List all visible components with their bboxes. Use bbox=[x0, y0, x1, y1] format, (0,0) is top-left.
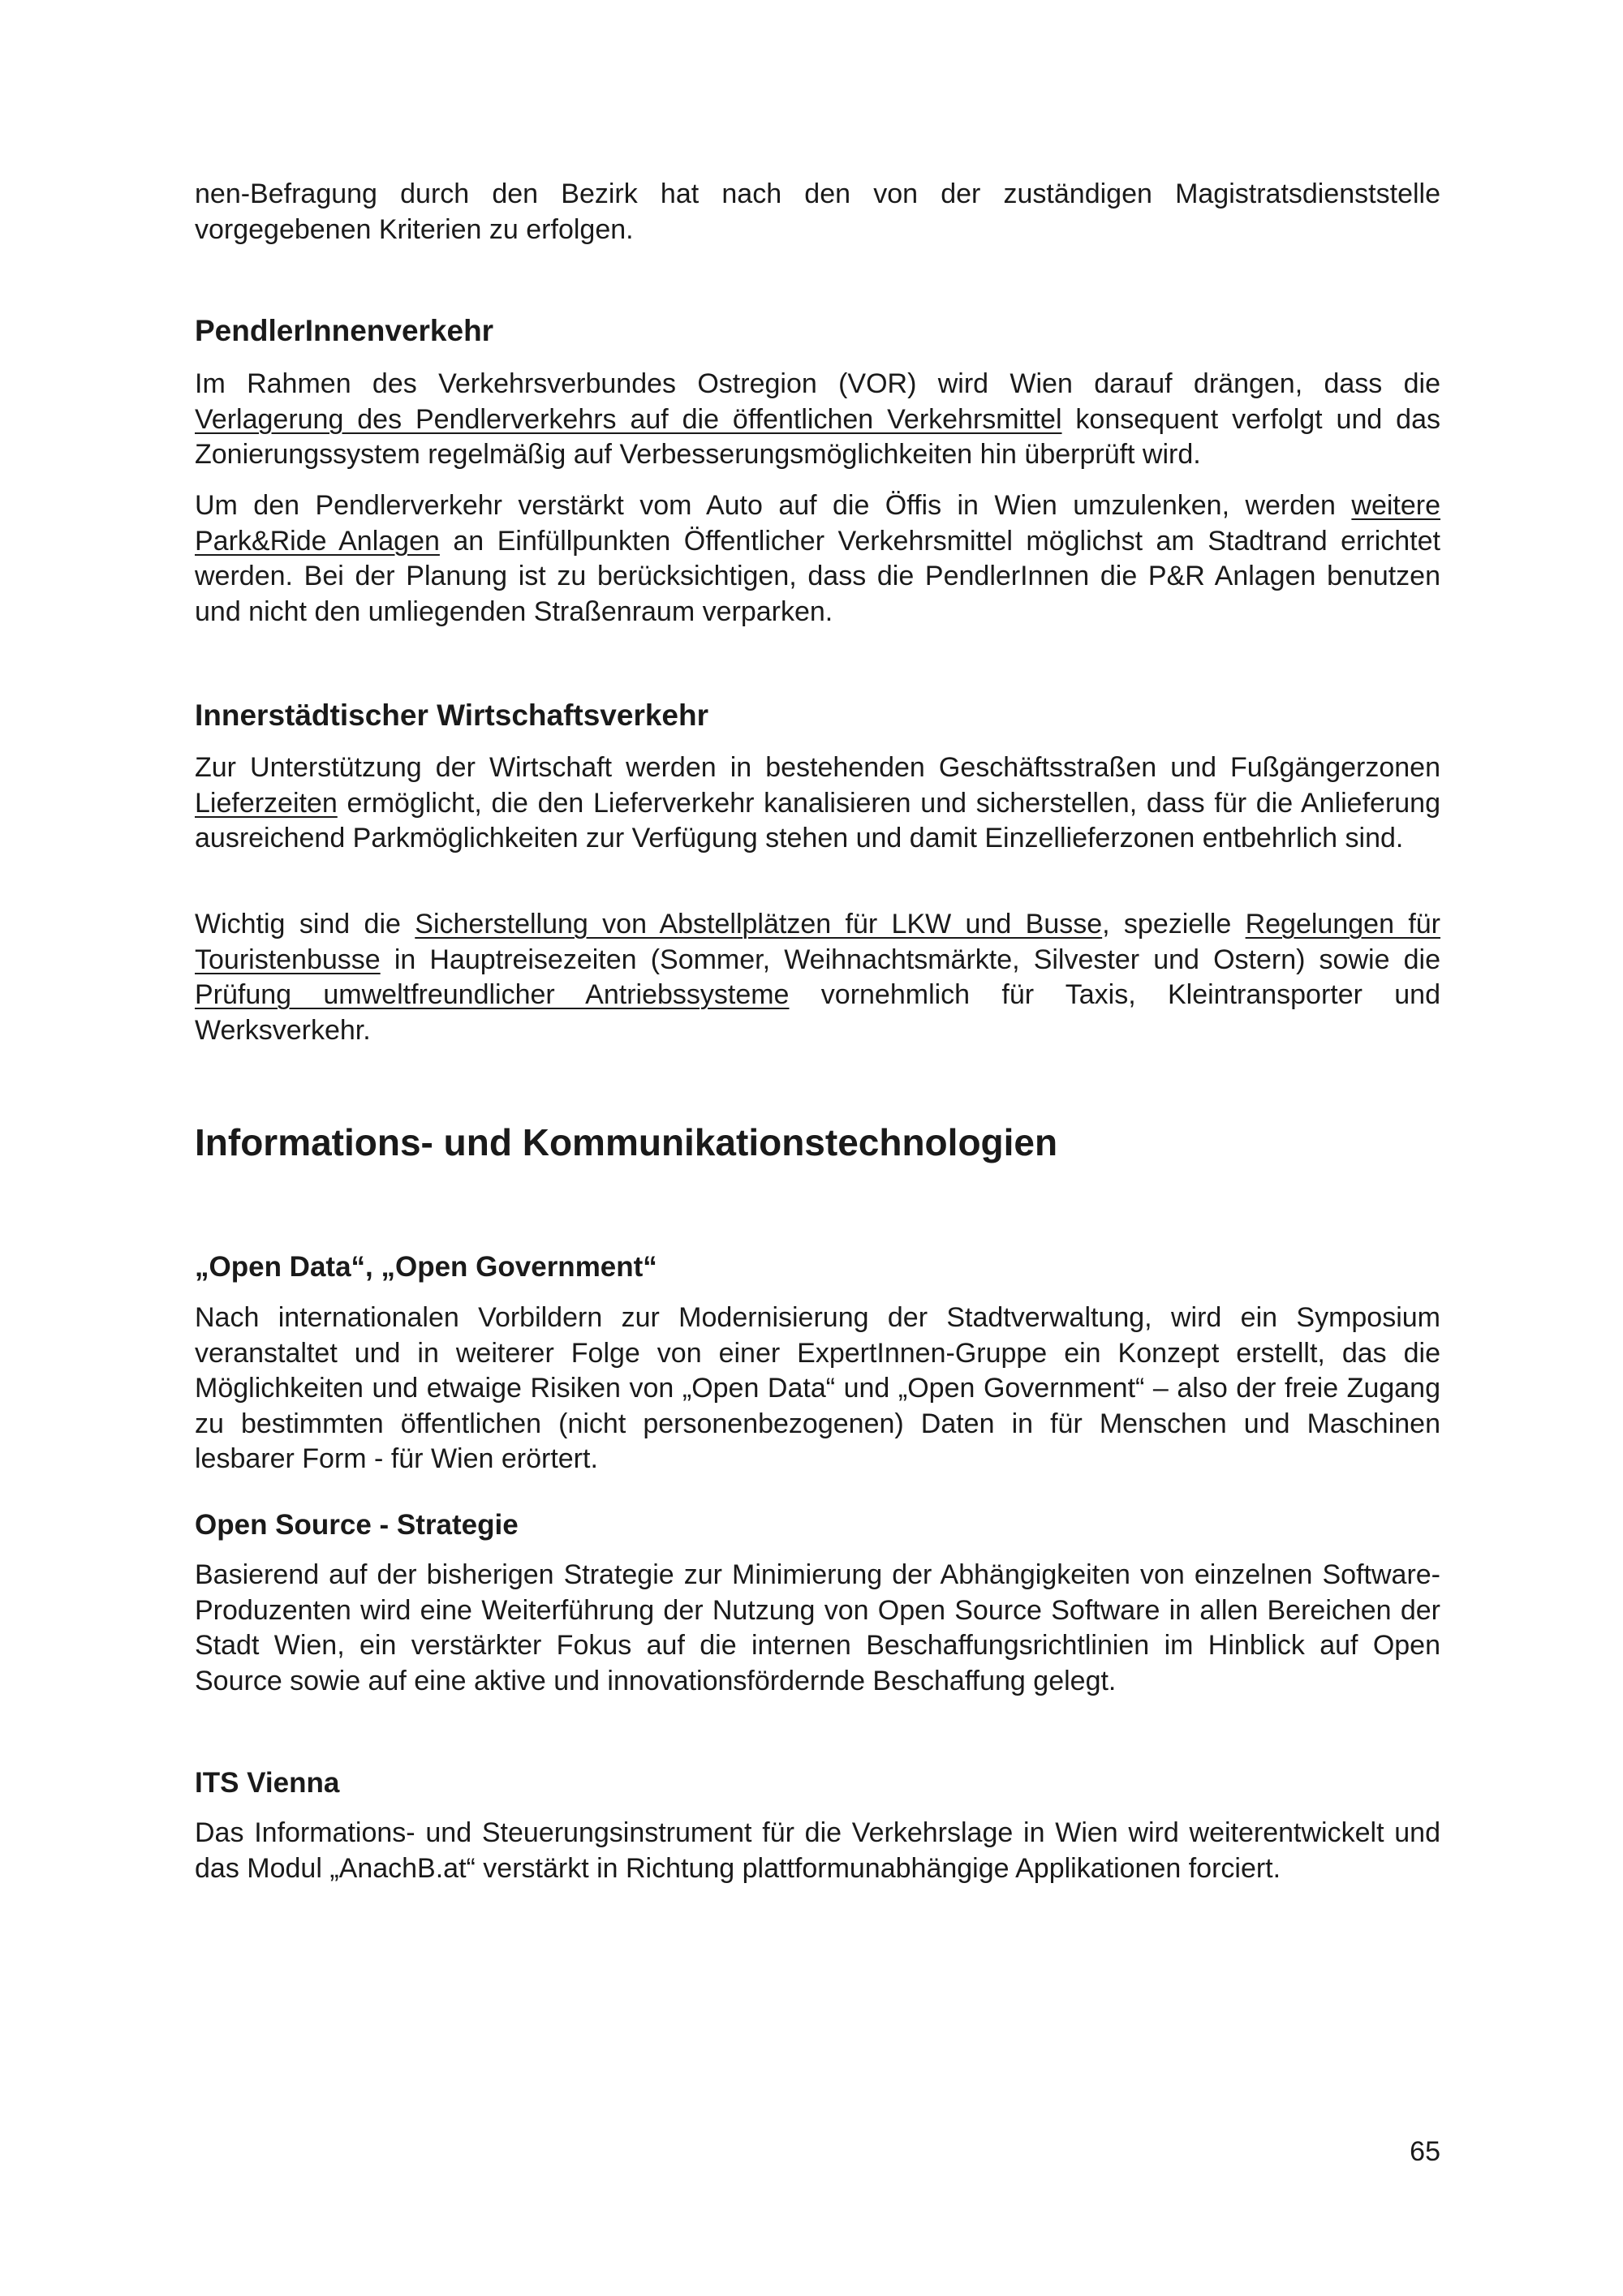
intro-paragraph: nen-Befragung durch den Bezirk hat nach den von der zuständigen Magistratsdienststelle vorgegebenen Kriterien zu erfolgen. bbox=[195, 178, 1440, 245]
text-run: an Einfüllpunkten Öffentlicher Verkehrsmittel möglichst am Stadtrand errichtet werden. Bei der Planung ist zu berücksichtigen, dass die PendlerInnen die P&R Anlagen benutzen und nicht den umliegenden Straßenraum verparken. bbox=[195, 525, 1440, 627]
page-number: 65 bbox=[1410, 2136, 1440, 2167]
text-run: Zur Unterstützung der Wirtschaft werden in bestehenden Geschäftsstraßen und Fußgängerzonen bbox=[195, 752, 1440, 783]
wirtschaft-paragraph-2 bbox=[195, 907, 1440, 1048]
text-run: ermöglicht, die den Lieferverkehr kanalisieren und sicherstellen, dass für die Anlieferung ausreichend Parkmöglichkeiten zur Verfügung stehen und damit Einzellieferzonen entbehrlich sind. bbox=[195, 787, 1440, 853]
wirtschaft-paragraph-1 bbox=[195, 750, 1440, 857]
pendler-paragraph-2 bbox=[195, 488, 1440, 630]
text-run: Im Rahmen des Verkehrsverbundes Ostregion (VOR) wird Wien darauf drängen, dass die bbox=[195, 368, 1440, 399]
underlined-phrase: Regelungen für Touristenbusse bbox=[195, 909, 1441, 975]
pendler-paragraph-1 bbox=[195, 367, 1440, 473]
open-source-paragraph: Basierend auf der bisherigen Strategie zur Minimierung der Abhängigkeiten von einzelnen Software-Produzenten wird eine Weiterführung der Nutzung von Open Source Software in allen Bereichen der Stadt Wien, ein verstärkter Fokus auf die internen Beschaffungsrichtlinien im Hinblick auf Open Source sowie auf eine aktive und innovationsfördernde Beschaffung gelegt. bbox=[195, 1559, 1440, 1696]
subheading-open-data: „Open Data“, „Open Government“ bbox=[195, 1251, 657, 1283]
text-run: Um den Pendlerverkehr verstärkt vom Auto auf die Öffis in Wien umzulenken, werden bbox=[195, 490, 1352, 521]
underlined-phrase: Lieferzeiten bbox=[195, 787, 338, 819]
underlined-phrase: weitere Park&Ride Anlagen bbox=[195, 490, 1440, 557]
text-run: vornehmlich für Taxis, Kleintransporter und Werksverkehr. bbox=[195, 979, 1440, 1046]
text-run: in Hauptreisezeiten (Sommer, Weihnachtsmärkte, Silvester und Ostern) sowie die bbox=[380, 944, 1440, 975]
underlined-phrase: Prüfung umweltfreundlicher Antriebssysteme bbox=[195, 979, 790, 1010]
open-data-paragraph: Nach internationalen Vorbildern zur Modernisierung der Stadtverwaltung, wird ein Symposium veranstaltet und in weiterer Folge von einer ExpertInnen-Gruppe ein Konzept erstellt, das die Möglichkeiten und etwaige Risiken von „Open Data“ und „Open Government“ – also der freie Zugang zu bestimmten öffentlichen (nicht personenbezogenen) Daten in für Menschen und Maschinen lesbarer Form - für Wien erörtert. bbox=[195, 1302, 1440, 1474]
text-run: konsequent verfolgt und das Zonierungssystem regelmäßig auf Verbesserungsmöglichkeiten hin überprüft wird. bbox=[195, 403, 1440, 470]
subheading-its-vienna: ITS Vienna bbox=[195, 1767, 340, 1799]
chapter-heading-ikt: Informations- und Kommunikationstechnologien bbox=[195, 1121, 1058, 1163]
section-heading-wirtschaftsverkehr: Innerstädtischer Wirtschaftsverkehr bbox=[195, 699, 709, 732]
its-vienna-paragraph: Das Informations- und Steuerungsinstrument für die Verkehrslage in Wien wird weiterentwickelt und das Modul „AnachB.at“ verstärkt in Richtung plattformunabhängige Applikationen forciert. bbox=[195, 1817, 1440, 1884]
section-heading-pendlerinnenverkehr: PendlerInnenverkehr bbox=[195, 314, 494, 347]
text-run: , spezielle bbox=[1102, 909, 1246, 939]
underlined-phrase: Verlagerung des Pendlerverkehrs auf die öffentlichen Verkehrsmittel bbox=[195, 403, 1062, 435]
text-run: Wichtig sind die bbox=[195, 909, 415, 939]
underlined-phrase: Sicherstellung von Abstellplätzen für LKW und Busse bbox=[415, 909, 1103, 939]
subheading-open-source: Open Source - Strategie bbox=[195, 1509, 519, 1541]
